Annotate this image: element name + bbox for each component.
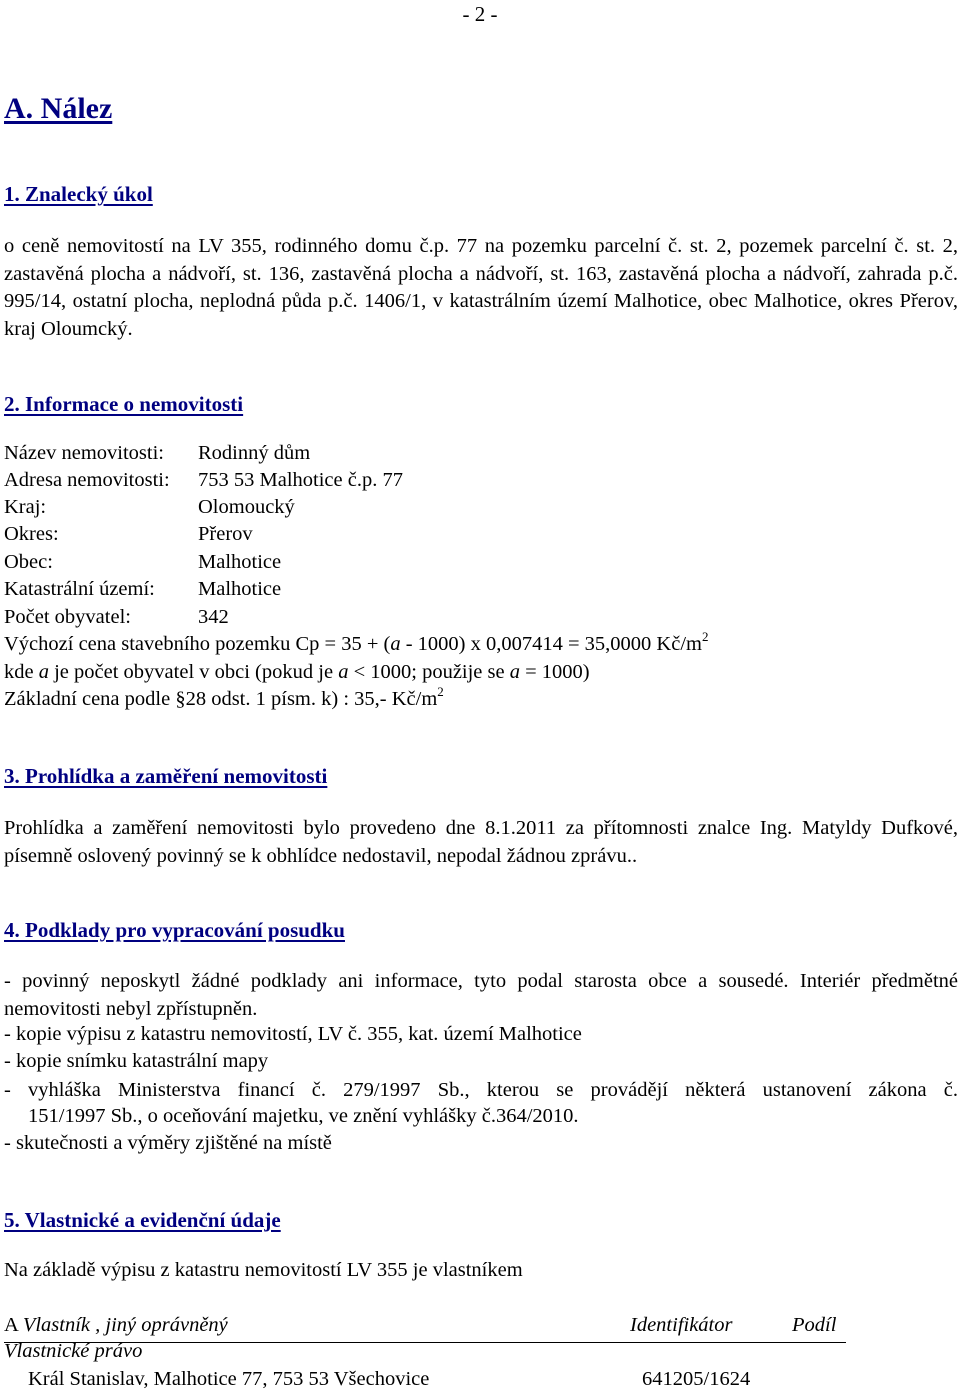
explanation-text: kde <box>4 661 39 683</box>
section-1-title: 1. Znalecký úkol <box>4 182 153 206</box>
formula-variable: a <box>509 661 520 683</box>
section-5-intro: Na základě výpisu z katastru nemovitostí LV 355 je vlastníkem <box>4 1259 523 1281</box>
info-label: Název nemovitosti: <box>4 442 164 464</box>
info-value: Rodinný dům <box>198 442 311 464</box>
section-2-title: 2. Informace o nemovitosti <box>4 392 244 416</box>
info-value: Přerov <box>198 523 253 545</box>
header-share: Podíl <box>792 1314 837 1336</box>
header-prefix: A <box>4 1314 23 1336</box>
info-value: Malhotice <box>198 551 282 573</box>
section-3-title: 3. Prohlídka a zaměření nemovitosti <box>4 764 328 788</box>
source-item: - povinný neposkytl žádné podklady ani informace, tyto podal starosta obce a sousedé. Interiér předmětné nemovitosti nebyl zpřístupněn. <box>4 970 958 1020</box>
source-item: - vyhláška Ministerstva financí č. 279/1997 Sb., kterou se provádějí některá ustanovení zákona č. <box>4 1079 958 1101</box>
explanation-text: < 1000; použije se <box>348 661 510 683</box>
basic-price-line <box>4 684 444 711</box>
section-1-text: o ceně nemovitostí na LV 355, rodinného domu č.p. 77 na pozemku parcelní č. st. 2, pozemek parcelní č. st. 2, zastavěná plocha a nádvoří, st. 136, zastavěná plocha a nádvoří, st. 163, zastavěná plocha a nádvoří, zahrada p.č. 995/14, ostatní plocha, neplodná půda p.č. 1406/1, v katastrálním území Malhotice, obec Malhotice, okres Přerov, kraj Oloumcký. <box>4 235 958 340</box>
basic-price-text: Základní cena podle §28 odst. 1 písm. k) : 35,- Kč/m <box>4 688 438 710</box>
section-3-text: Prohlídka a zaměření nemovitosti bylo provedeno dne 8.1.2011 za přítomnosti znalce Ing. Matyldy Dufkové, písemně oslovený povinný se k obhlídce nedostavil, nepodal žádnou zprávu.. <box>4 817 958 867</box>
header-owner <box>4 1314 228 1337</box>
formula-text: - 1000) x 0,007414 = 35,0000 Kč/m <box>400 633 702 655</box>
explanation-text: je počet obyvatel v obci (pokud je <box>48 661 339 683</box>
price-formula-line <box>4 629 709 656</box>
info-value: Olomoucký <box>198 496 295 518</box>
info-label: Kraj: <box>4 496 47 518</box>
source-item: - skutečnosti a výměry zjištěné na místě <box>4 1132 332 1154</box>
formula-text: Výchozí cena stavebního pozemku Cp = 35 + ( <box>4 633 391 655</box>
info-label: Okres: <box>4 523 59 545</box>
info-label: Adresa nemovitosti: <box>4 469 170 491</box>
owner-name: Král Stanislav, Malhotice 77, 753 53 Všechovice <box>28 1368 430 1390</box>
unit-superscript: 2 <box>701 629 709 644</box>
source-item-continued: 151/1997 Sb., o oceňování majetku, ve znění vyhlášky č.364/2010. <box>28 1105 579 1127</box>
header-ownership-right: Vlastnické právo <box>4 1340 143 1362</box>
source-item: - kopie výpisu z katastru nemovitostí, LV č. 355, kat. území Malhotice <box>4 1023 582 1045</box>
formula-explanation <box>4 661 590 684</box>
page-number: - 2 - <box>462 2 498 26</box>
info-row-address <box>4 469 403 492</box>
main-heading: A. Nález <box>4 92 113 125</box>
info-value: 342 <box>198 606 229 628</box>
header-identifier: Identifikátor <box>630 1314 733 1336</box>
info-value: 753 53 Malhotice č.p. 77 <box>198 469 403 491</box>
section-4-title: 4. Podklady pro vypracování posudku <box>4 918 345 942</box>
info-row-region <box>4 496 295 519</box>
owners-table-header <box>4 1314 846 1343</box>
info-row-municipality <box>4 551 281 574</box>
info-row-name <box>4 442 310 465</box>
owner-identifier: 641205/1624 <box>642 1368 751 1390</box>
info-label: Počet obyvatel: <box>4 606 131 628</box>
info-label: Katastrální území: <box>4 578 155 600</box>
info-row-cadastral <box>4 578 281 601</box>
formula-variable: a <box>338 661 349 683</box>
formula-variable: a <box>38 661 49 683</box>
section-5-title: 5. Vlastnické a evidenční údaje <box>4 1208 281 1232</box>
info-row-district <box>4 523 253 546</box>
info-label: Obec: <box>4 551 53 573</box>
header-owner-label: Vlastník , jiný oprávněný <box>22 1314 228 1336</box>
formula-variable: a <box>390 633 401 655</box>
info-row-population <box>4 606 229 629</box>
explanation-text: = 1000) <box>520 661 590 683</box>
info-value: Malhotice <box>198 578 282 600</box>
source-item: - kopie snímku katastrální mapy <box>4 1050 269 1072</box>
unit-superscript: 2 <box>437 684 444 699</box>
